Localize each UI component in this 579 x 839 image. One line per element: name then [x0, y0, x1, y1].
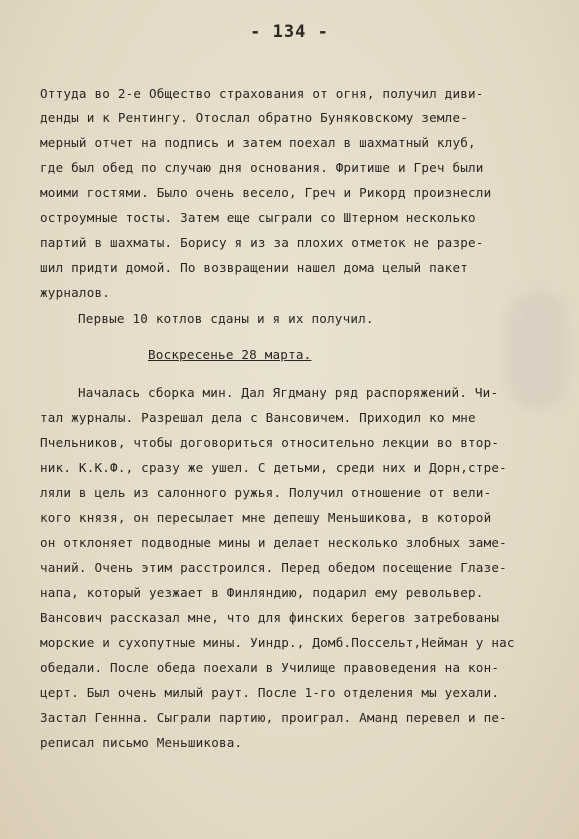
text-line: чаний. Очень этим расстроился. Перед обедом посещение Глазе-: [40, 560, 507, 575]
text-line: он отклоняет подводные мины и делает несколько злобных заме-: [40, 535, 507, 550]
page-number: - 134 -: [250, 22, 329, 42]
text-line: партий в шахматы. Борису я из за плохих отметок не разре-: [40, 235, 484, 250]
text-line: Застал Геннна. Сыграли партию, проиграл. Аманд перевел и пе-: [40, 710, 507, 725]
text-line: где был обед по случаю дня основания. Фритише и Греч были: [40, 160, 484, 175]
text-line: кого князя, он пересылает мне депешу Меньшикова, в которой: [40, 510, 492, 525]
text-line: мерный отчет на подпись и затем поехал в шахматный клуб,: [40, 135, 476, 150]
text-line: ляли в цель из салонного ружья. Получил отношение от вели-: [40, 485, 492, 500]
text-line: Началась сборка мин. Дал Ягдману ряд распоряжений. Чи-: [78, 385, 499, 400]
text-line: остроумные тосты. Затем еще сыграли со Штерном несколько: [40, 210, 476, 225]
text-line: Вансович рассказал мне, что для финских берегов затребованы: [40, 610, 500, 625]
text-line: реписал письмо Меньшикова.: [40, 735, 243, 750]
text-line: морские и сухопутные мины. Уиндр., Домб.Поссельт,Нейман у нас: [40, 635, 515, 650]
text-line: моими гостями. Было очень весело, Греч и Рикорд произнесли: [40, 185, 492, 200]
text-line: денды и к Рентингу. Отослал обратно Буняковскому земле-: [40, 110, 469, 125]
text-line: тал журналы. Разрешал дела с Вансовичем. Приходил ко мне: [40, 410, 476, 425]
date-heading: Воскресенье 28 марта.: [148, 347, 312, 362]
faded-stamp-mark: [507, 290, 567, 410]
text-line: шил придти домой. По возвращении нашел дома целый пакет: [40, 260, 469, 275]
text-line: Пчельников, чтобы договориться относительно лекции во втор-: [40, 435, 500, 450]
text-line: Оттуда во 2-е Общество страхования от огня, получил диви-: [40, 86, 484, 101]
text-line: ник. К.К.Ф., сразу же ушел. С детьми, среди них и Дорн,стре-: [40, 460, 507, 475]
text-line: обедали. После обеда поехали в Училище правоведения на кон-: [40, 660, 500, 675]
text-line: журналов.: [40, 285, 111, 300]
text-line: церт. Был очень милый раут. После 1-го отделения мы уехали.: [40, 685, 500, 700]
text-line: напа, который уезжает в Финляндию, подарил ему револьвер.: [40, 585, 484, 600]
text-line: Первые 10 котлов сданы и я их получил.: [78, 311, 374, 326]
